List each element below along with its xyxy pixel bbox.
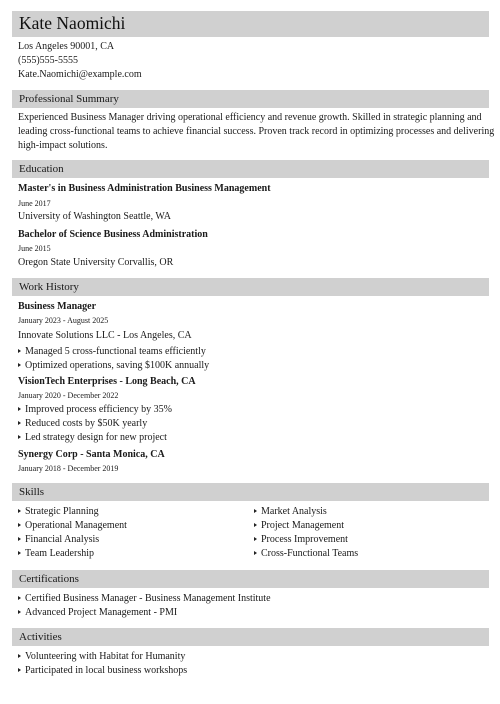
bullet-icon — [254, 523, 257, 527]
summary-line: leading cross-functional teams to achieve financial success. Proven track record in optimizing processes and delivering — [18, 126, 495, 137]
job-date: January 2018 - December 2019 — [18, 464, 119, 473]
bullet-icon — [18, 363, 21, 367]
bullet-icon — [18, 610, 21, 614]
summary-line: high-impact solutions. — [18, 140, 108, 151]
summary-section-title: Professional Summary — [19, 93, 119, 105]
bullet-icon — [18, 509, 21, 513]
bullet-icon — [18, 349, 21, 353]
education-degree: Bachelor of Science Business Administration — [18, 229, 208, 240]
education-section-title: Education — [19, 163, 64, 175]
bullet-icon — [254, 537, 257, 541]
certifications-section-header — [12, 570, 489, 588]
job-company: Innovate Solutions LLC - Los Angeles, CA — [18, 330, 192, 341]
job-title: VisionTech Enterprises - Long Beach, CA — [18, 376, 196, 387]
education-date: June 2015 — [18, 244, 51, 253]
certifications-section-title: Certifications — [19, 573, 79, 585]
work-section-title: Work History — [19, 281, 79, 293]
education-degree: Master's in Business Administration Business Management — [18, 183, 271, 194]
bullet-icon — [18, 523, 21, 527]
bullet-icon — [18, 596, 21, 600]
education-school: University of Washington Seattle, WA — [18, 211, 171, 222]
bullet-icon — [254, 509, 257, 513]
bullet-icon — [18, 435, 21, 439]
job-date: January 2023 - August 2025 — [18, 316, 109, 325]
bullet-icon — [18, 551, 21, 555]
bullet-icon — [18, 654, 21, 658]
skills-section-title: Skills — [19, 486, 45, 498]
summary-section-header — [12, 90, 489, 108]
bullet-icon — [18, 421, 21, 425]
summary-line: Experienced Business Manager driving operational efficiency and revenue growth. Skilled in strategic planning and — [18, 112, 482, 123]
address: Los Angeles 90001, CA — [18, 41, 115, 52]
education-date: June 2017 — [18, 199, 51, 208]
activities-section-header — [12, 628, 489, 646]
bullet-icon — [18, 668, 21, 672]
name-header — [12, 11, 489, 37]
phone: (555)555-5555 — [18, 55, 78, 66]
job-title: Business Manager — [18, 301, 97, 312]
email: Kate.Naomichi@example.com — [18, 69, 142, 80]
education-school: Oregon State University Corvallis, OR — [18, 257, 174, 268]
work-section-header — [12, 278, 489, 296]
candidate-name: Kate Naomichi — [19, 13, 126, 33]
bullet-icon — [254, 551, 257, 555]
activities-section-title: Activities — [19, 631, 62, 643]
bullet-icon — [18, 537, 21, 541]
job-title: Synergy Corp - Santa Monica, CA — [18, 449, 165, 460]
job-date: January 2020 - December 2022 — [18, 391, 119, 400]
resume-page: Kate Naomichi Los Angeles 90001, CA (555)555-5555 Kate.Naomichi@example.com Professional Summary Experienced Business Manager driving operational efficiency and revenue growth. Skilled in strategic planning and leading cross-functional teams to achieve financial success. Proven track record in optimizing processes and delivering high-impact solutions. Education Master's in Business Administration Business Management June 2017 University of Washington Seattle, WA Bachelor of Science Business Administration June 2015 Oregon State University Corvallis, OR Work History Business Manager January 2023 - August 2025 Innovate Solutions LLC - Los Angeles, CA Managed 5 cross-functional teams efficiently Optimized operations, saving $100K annually VisionTech Enterprises - Long Beach, CA January 2020 - December 2022 Improved process efficiency by 35% Reduced costs by $50K yearly Led strategy design for new project Synergy Corp - Santa Monica, CA January 2018 - December 2019 Skills Strategic Planning Operational Management Financial Analysis Team Leadership Market Analysis Project Management Process Improvement Cross-Functional Teams Certifications Certified Business Manager - Business Management Institute Advanced Project Management - PMI Activities Volunteering with Habitat for Humanity Participated in local business workshops — [0, 0, 500, 704]
education-section-header — [12, 160, 489, 178]
skills-section-header — [12, 483, 489, 501]
bullet-icon — [18, 407, 21, 411]
